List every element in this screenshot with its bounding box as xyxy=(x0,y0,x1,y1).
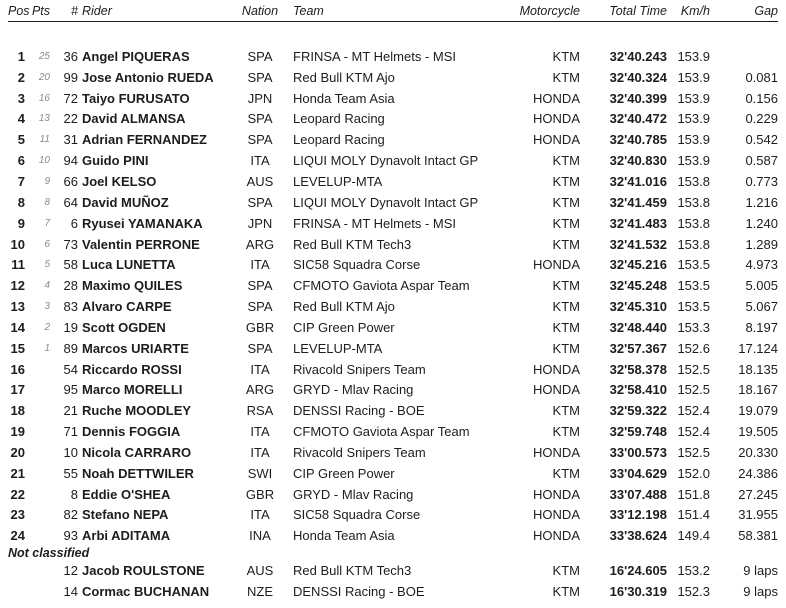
total-time-cell: 32'40.324 xyxy=(609,69,667,85)
motorcycle-cell: KTM xyxy=(552,584,580,600)
table-row xyxy=(8,525,778,546)
speed-cell: 153.5 xyxy=(677,299,710,315)
rider-name-cell: Adrian FERNANDEZ xyxy=(82,132,207,148)
points-cell: 8 xyxy=(44,196,50,208)
points-cell: 11 xyxy=(39,134,50,146)
rider-name-cell: Ruche MOODLEY xyxy=(82,403,192,419)
points-cell: 7 xyxy=(44,217,50,229)
position-cell: 16 xyxy=(10,361,25,377)
table-row xyxy=(8,581,778,602)
position-cell: 6 xyxy=(17,153,25,169)
gap-cell: 5.005 xyxy=(745,278,778,294)
team-cell: Honda Team Asia xyxy=(293,90,395,106)
position-cell: 17 xyxy=(10,382,25,398)
motorcycle-cell: HONDA xyxy=(533,361,580,377)
rider-name-cell: Nicola CARRARO xyxy=(82,444,192,460)
rider-name-cell: Valentin PERRONE xyxy=(82,236,200,252)
total-time-cell: 32'41.016 xyxy=(609,173,667,189)
col-header-total-time: Total Time xyxy=(609,3,667,18)
motorcycle-cell: HONDA xyxy=(533,507,580,523)
table-row xyxy=(8,338,778,359)
col-header-number: # xyxy=(71,3,78,18)
motorcycle-cell: HONDA xyxy=(533,257,580,273)
table-row xyxy=(8,192,778,213)
speed-cell: 153.5 xyxy=(677,257,710,273)
team-cell: Red Bull KTM Ajo xyxy=(293,299,395,315)
motorcycle-cell: KTM xyxy=(552,278,580,294)
team-cell: FRINSA - MT Helmets - MSI xyxy=(293,48,456,64)
rider-number-cell: 36 xyxy=(63,48,78,64)
position-cell: 21 xyxy=(10,465,25,481)
position-cell: 14 xyxy=(10,319,25,335)
rider-name-cell: Cormac BUCHANAN xyxy=(82,584,210,600)
points-cell: 2 xyxy=(44,321,50,333)
nation-cell: SPA xyxy=(247,194,273,210)
nation-cell: ITA xyxy=(250,153,270,169)
gap-cell: 9 laps xyxy=(743,584,778,600)
team-cell: Red Bull KTM Ajo xyxy=(293,69,395,85)
speed-cell: 153.9 xyxy=(677,48,710,64)
total-time-cell: 32'59.748 xyxy=(609,424,667,440)
rider-number-cell: 66 xyxy=(63,173,78,189)
points-cell: 1 xyxy=(44,342,50,354)
team-cell: GRYD - Mlav Racing xyxy=(293,382,414,398)
nation-cell: SPA xyxy=(247,111,273,127)
points-cell: 10 xyxy=(38,155,50,167)
rider-number-cell: 94 xyxy=(63,153,78,169)
position-cell: 9 xyxy=(17,215,25,231)
rider-number-cell: 8 xyxy=(70,486,78,502)
total-time-cell: 32'58.378 xyxy=(609,361,667,377)
rider-number-cell: 83 xyxy=(63,299,78,315)
motorcycle-cell: KTM xyxy=(552,299,580,315)
team-cell: SIC58 Squadra Corse xyxy=(293,507,421,523)
rider-number-cell: 31 xyxy=(63,132,78,148)
rider-number-cell: 71 xyxy=(63,424,78,440)
speed-cell: 152.5 xyxy=(677,444,710,460)
not-classified-rows xyxy=(8,560,778,602)
speed-cell: 152.3 xyxy=(677,584,710,600)
position-cell: 24 xyxy=(10,528,25,544)
table-row xyxy=(8,150,778,171)
nation-cell: JPN xyxy=(247,215,273,231)
col-header-pos: Pos xyxy=(8,3,30,18)
table-row xyxy=(8,317,778,338)
speed-cell: 153.8 xyxy=(677,236,710,252)
total-time-cell: 32'40.472 xyxy=(609,111,667,127)
team-cell: CFMOTO Gaviota Aspar Team xyxy=(293,424,470,440)
col-header-rider: Rider xyxy=(82,3,112,18)
total-time-cell: 33'07.488 xyxy=(609,486,667,502)
nation-cell: SPA xyxy=(247,299,273,315)
position-cell: 23 xyxy=(10,507,25,523)
nation-cell: GBR xyxy=(245,486,275,502)
total-time-cell: 33'12.198 xyxy=(609,507,667,523)
position-cell: 10 xyxy=(10,236,25,252)
table-row xyxy=(8,400,778,421)
nation-cell: SPA xyxy=(247,132,273,148)
position-cell: 7 xyxy=(17,173,25,189)
position-cell: 15 xyxy=(10,340,25,356)
speed-cell: 152.4 xyxy=(677,403,710,419)
total-time-cell: 32'41.459 xyxy=(609,194,667,210)
total-time-cell: 33'04.629 xyxy=(609,465,667,481)
team-cell: CIP Green Power xyxy=(293,319,395,335)
points-cell: 25 xyxy=(38,50,50,62)
total-time-cell: 32'41.483 xyxy=(609,215,667,231)
speed-cell: 153.8 xyxy=(677,194,710,210)
nation-cell: SPA xyxy=(247,340,273,356)
nation-cell: GBR xyxy=(245,319,275,335)
total-time-cell: 32'40.243 xyxy=(609,48,667,64)
speed-cell: 153.9 xyxy=(677,132,710,148)
rider-name-cell: Scott OGDEN xyxy=(82,319,166,335)
motorcycle-cell: KTM xyxy=(552,69,580,85)
total-time-cell: 32'59.322 xyxy=(609,403,667,419)
motorcycle-cell: HONDA xyxy=(533,90,580,106)
rider-number-cell: 6 xyxy=(70,215,78,231)
points-cell: 9 xyxy=(44,175,50,187)
total-time-cell: 32'45.248 xyxy=(609,278,667,294)
team-cell: Red Bull KTM Tech3 xyxy=(293,236,412,252)
rider-name-cell: Jacob ROULSTONE xyxy=(82,563,205,579)
rider-name-cell: Marcos URIARTE xyxy=(82,340,189,356)
team-cell: Leopard Racing xyxy=(293,111,385,127)
speed-cell: 152.4 xyxy=(677,424,710,440)
gap-cell: 1.289 xyxy=(745,236,778,252)
motorcycle-cell: KTM xyxy=(552,48,580,64)
motorcycle-cell: KTM xyxy=(552,194,580,210)
rider-name-cell: David MUÑOZ xyxy=(82,194,169,210)
speed-cell: 153.8 xyxy=(677,173,710,189)
team-cell: Red Bull KTM Tech3 xyxy=(293,563,412,579)
motorcycle-cell: KTM xyxy=(552,173,580,189)
rider-number-cell: 14 xyxy=(63,584,78,600)
rider-number-cell: 64 xyxy=(63,194,78,210)
motorcycle-cell: KTM xyxy=(552,424,580,440)
table-row xyxy=(8,129,778,150)
nation-cell: RSA xyxy=(246,403,274,419)
classified-rows xyxy=(8,46,778,546)
speed-cell: 152.5 xyxy=(677,361,710,377)
col-header-motorcycle: Motorcycle xyxy=(519,3,580,18)
rider-name-cell: Dennis FOGGIA xyxy=(82,424,181,440)
nation-cell: INA xyxy=(249,528,271,544)
team-cell: Honda Team Asia xyxy=(293,528,395,544)
rider-number-cell: 10 xyxy=(63,444,78,460)
gap-cell: 27.245 xyxy=(738,486,778,502)
rider-name-cell: Maximo QUILES xyxy=(82,278,183,294)
gap-cell: 58.381 xyxy=(738,528,778,544)
table-row xyxy=(8,234,778,255)
gap-cell: 9 laps xyxy=(743,563,778,579)
motorcycle-cell: HONDA xyxy=(533,444,580,460)
total-time-cell: 32'58.410 xyxy=(609,382,667,398)
nation-cell: ITA xyxy=(250,507,270,523)
nation-cell: ITA xyxy=(250,361,270,377)
team-cell: LEVELUP-MTA xyxy=(293,340,383,356)
table-row xyxy=(8,213,778,234)
rider-name-cell: Ryusei YAMANAKA xyxy=(82,215,203,231)
rider-number-cell: 58 xyxy=(63,257,78,273)
total-time-cell: 32'45.310 xyxy=(609,299,667,315)
team-cell: CIP Green Power xyxy=(293,465,395,481)
table-row xyxy=(8,442,778,463)
speed-cell: 151.8 xyxy=(677,486,710,502)
speed-cell: 153.5 xyxy=(677,278,710,294)
table-row xyxy=(8,275,778,296)
col-header-team: Team xyxy=(293,3,324,18)
motorcycle-cell: HONDA xyxy=(533,132,580,148)
table-row xyxy=(8,380,778,401)
points-cell: 4 xyxy=(44,280,50,292)
nation-cell: ARG xyxy=(245,382,275,398)
table-row xyxy=(8,463,778,484)
speed-cell: 153.9 xyxy=(677,90,710,106)
position-cell: 8 xyxy=(17,194,25,210)
speed-cell: 153.9 xyxy=(677,111,710,127)
team-cell: LIQUI MOLY Dynavolt Intact GP xyxy=(293,194,479,210)
col-header-pts: Pts xyxy=(31,3,50,18)
gap-cell: 4.973 xyxy=(745,257,778,273)
rider-number-cell: 55 xyxy=(63,465,78,481)
position-cell: 18 xyxy=(10,403,25,419)
table-row xyxy=(8,296,778,317)
gap-cell: 19.079 xyxy=(738,403,778,419)
col-header-nation: Nation xyxy=(241,3,279,18)
motorcycle-cell: KTM xyxy=(552,215,580,231)
not-classified-label: Not classified xyxy=(8,546,90,561)
speed-cell: 153.2 xyxy=(677,563,710,579)
rider-number-cell: 93 xyxy=(63,528,78,544)
table-row xyxy=(8,421,778,442)
nation-cell: AUS xyxy=(246,563,274,579)
position-cell: 1 xyxy=(17,48,25,64)
col-header-kmh: Km/h xyxy=(680,3,710,18)
speed-cell: 153.3 xyxy=(677,319,710,335)
position-cell: 5 xyxy=(17,132,25,148)
nation-cell: ITA xyxy=(250,424,270,440)
position-cell: 2 xyxy=(17,69,25,85)
gap-cell: 0.229 xyxy=(745,111,778,127)
gap-cell: 8.197 xyxy=(745,319,778,335)
points-cell: 20 xyxy=(38,71,50,83)
nation-cell: JPN xyxy=(247,90,273,106)
speed-cell: 152.0 xyxy=(677,465,710,481)
nation-cell: ITA xyxy=(250,444,270,460)
rider-number-cell: 95 xyxy=(63,382,78,398)
total-time-cell: 33'00.573 xyxy=(609,444,667,460)
header-spacer xyxy=(8,22,778,46)
rider-name-cell: Eddie O'SHEA xyxy=(82,486,171,502)
rider-number-cell: 99 xyxy=(63,69,78,85)
rider-name-cell: Joel KELSO xyxy=(82,173,157,189)
motorcycle-cell: HONDA xyxy=(533,382,580,398)
team-cell: Rivacold Snipers Team xyxy=(293,444,426,460)
nation-cell: SPA xyxy=(247,278,273,294)
motorcycle-cell: KTM xyxy=(552,403,580,419)
position-cell: 13 xyxy=(10,299,25,315)
gap-cell: 31.955 xyxy=(738,507,778,523)
rider-name-cell: Angel PIQUERAS xyxy=(82,48,190,64)
nation-cell: SPA xyxy=(247,48,273,64)
motorcycle-cell: HONDA xyxy=(533,528,580,544)
rider-number-cell: 19 xyxy=(63,319,78,335)
total-time-cell: 32'45.216 xyxy=(609,257,667,273)
rider-name-cell: Taiyo FURUSATO xyxy=(82,90,190,106)
speed-cell: 152.6 xyxy=(677,340,710,356)
rider-name-cell: Arbi ADITAMA xyxy=(82,528,171,544)
table-row xyxy=(8,171,778,192)
table-row xyxy=(8,359,778,380)
motorcycle-cell: HONDA xyxy=(533,111,580,127)
points-cell: 13 xyxy=(38,113,50,125)
rider-number-cell: 12 xyxy=(63,563,78,579)
rider-number-cell: 22 xyxy=(63,111,78,127)
points-cell: 3 xyxy=(44,301,50,313)
team-cell: LEVELUP-MTA xyxy=(293,173,383,189)
team-cell: LIQUI MOLY Dynavolt Intact GP xyxy=(293,153,479,169)
position-cell: 19 xyxy=(10,424,25,440)
table-row xyxy=(8,254,778,275)
gap-cell: 5.067 xyxy=(745,299,778,315)
table-row xyxy=(8,560,778,581)
total-time-cell: 32'40.830 xyxy=(609,153,667,169)
speed-cell: 153.9 xyxy=(677,69,710,85)
gap-cell: 0.587 xyxy=(745,153,778,169)
nation-cell: SWI xyxy=(247,465,273,481)
table-row xyxy=(8,88,778,109)
nation-cell: SPA xyxy=(247,69,273,85)
rider-name-cell: David ALMANSA xyxy=(82,111,186,127)
gap-cell: 0.773 xyxy=(745,173,778,189)
motorcycle-cell: KTM xyxy=(552,563,580,579)
rider-name-cell: Alvaro CARPE xyxy=(82,299,172,315)
speed-cell: 153.8 xyxy=(677,215,710,231)
speed-cell: 151.4 xyxy=(677,507,710,523)
rider-name-cell: Marco MORELLI xyxy=(82,382,183,398)
gap-cell: 18.135 xyxy=(738,361,778,377)
rider-number-cell: 73 xyxy=(63,236,78,252)
total-time-cell: 32'41.532 xyxy=(609,236,667,252)
rider-number-cell: 21 xyxy=(63,403,78,419)
position-cell: 4 xyxy=(17,111,25,127)
team-cell: CFMOTO Gaviota Aspar Team xyxy=(293,278,470,294)
team-cell: FRINSA - MT Helmets - MSI xyxy=(293,215,456,231)
rider-name-cell: Noah DETTWILER xyxy=(82,465,194,481)
motorcycle-cell: KTM xyxy=(552,153,580,169)
speed-cell: 153.9 xyxy=(677,153,710,169)
team-cell: GRYD - Mlav Racing xyxy=(293,486,414,502)
nation-cell: ARG xyxy=(245,236,275,252)
rider-name-cell: Riccardo ROSSI xyxy=(82,361,182,377)
motorcycle-cell: HONDA xyxy=(533,486,580,502)
nation-cell: NZE xyxy=(247,584,273,600)
table-row xyxy=(8,46,778,67)
points-cell: 5 xyxy=(44,259,50,271)
table-row xyxy=(8,484,778,505)
total-time-cell: 33'38.624 xyxy=(609,528,667,544)
rider-name-cell: Jose Antonio RUEDA xyxy=(82,69,214,85)
gap-cell: 0.156 xyxy=(745,90,778,106)
rider-name-cell: Stefano NEPA xyxy=(82,507,169,523)
motorcycle-cell: KTM xyxy=(552,236,580,252)
total-time-cell: 16'24.605 xyxy=(609,563,667,579)
speed-cell: 152.5 xyxy=(677,382,710,398)
position-cell: 12 xyxy=(10,278,25,294)
table-header-row xyxy=(8,0,778,22)
total-time-cell: 32'57.367 xyxy=(609,340,667,356)
rider-number-cell: 28 xyxy=(63,278,78,294)
col-header-gap: Gap xyxy=(754,3,778,18)
nation-cell: ITA xyxy=(250,257,270,273)
table-row xyxy=(8,505,778,526)
motorcycle-cell: KTM xyxy=(552,319,580,335)
table-row xyxy=(8,109,778,130)
gap-cell: 0.081 xyxy=(745,69,778,85)
gap-cell: 24.386 xyxy=(738,465,778,481)
rider-name-cell: Guido PINI xyxy=(82,153,149,169)
total-time-cell: 32'40.399 xyxy=(609,90,667,106)
speed-cell: 149.4 xyxy=(677,528,710,544)
points-cell: 16 xyxy=(38,92,50,104)
total-time-cell: 32'40.785 xyxy=(609,132,667,148)
team-cell: Rivacold Snipers Team xyxy=(293,361,426,377)
total-time-cell: 16'30.319 xyxy=(609,584,667,600)
motorcycle-cell: KTM xyxy=(552,340,580,356)
gap-cell: 17.124 xyxy=(738,340,778,356)
position-cell: 11 xyxy=(11,257,25,273)
rider-number-cell: 89 xyxy=(63,340,78,356)
gap-cell: 18.167 xyxy=(738,382,778,398)
motorcycle-cell: KTM xyxy=(552,465,580,481)
gap-cell: 1.240 xyxy=(745,215,778,231)
rider-number-cell: 72 xyxy=(63,90,78,106)
position-cell: 3 xyxy=(17,90,25,106)
gap-cell: 20.330 xyxy=(738,444,778,460)
total-time-cell: 32'48.440 xyxy=(609,319,667,335)
rider-name-cell: Luca LUNETTA xyxy=(82,257,176,273)
gap-cell: 0.542 xyxy=(745,132,778,148)
team-cell: Leopard Racing xyxy=(293,132,385,148)
team-cell: SIC58 Squadra Corse xyxy=(293,257,421,273)
table-row xyxy=(8,67,778,88)
nation-cell: AUS xyxy=(246,173,274,189)
points-cell: 6 xyxy=(44,238,50,250)
rider-number-cell: 54 xyxy=(63,361,78,377)
rider-number-cell: 82 xyxy=(63,507,78,523)
team-cell: DENSSI Racing - BOE xyxy=(293,584,425,600)
position-cell: 20 xyxy=(10,444,25,460)
gap-cell: 19.505 xyxy=(738,424,778,440)
position-cell: 22 xyxy=(10,486,25,502)
gap-cell: 1.216 xyxy=(745,194,778,210)
team-cell: DENSSI Racing - BOE xyxy=(293,403,425,419)
